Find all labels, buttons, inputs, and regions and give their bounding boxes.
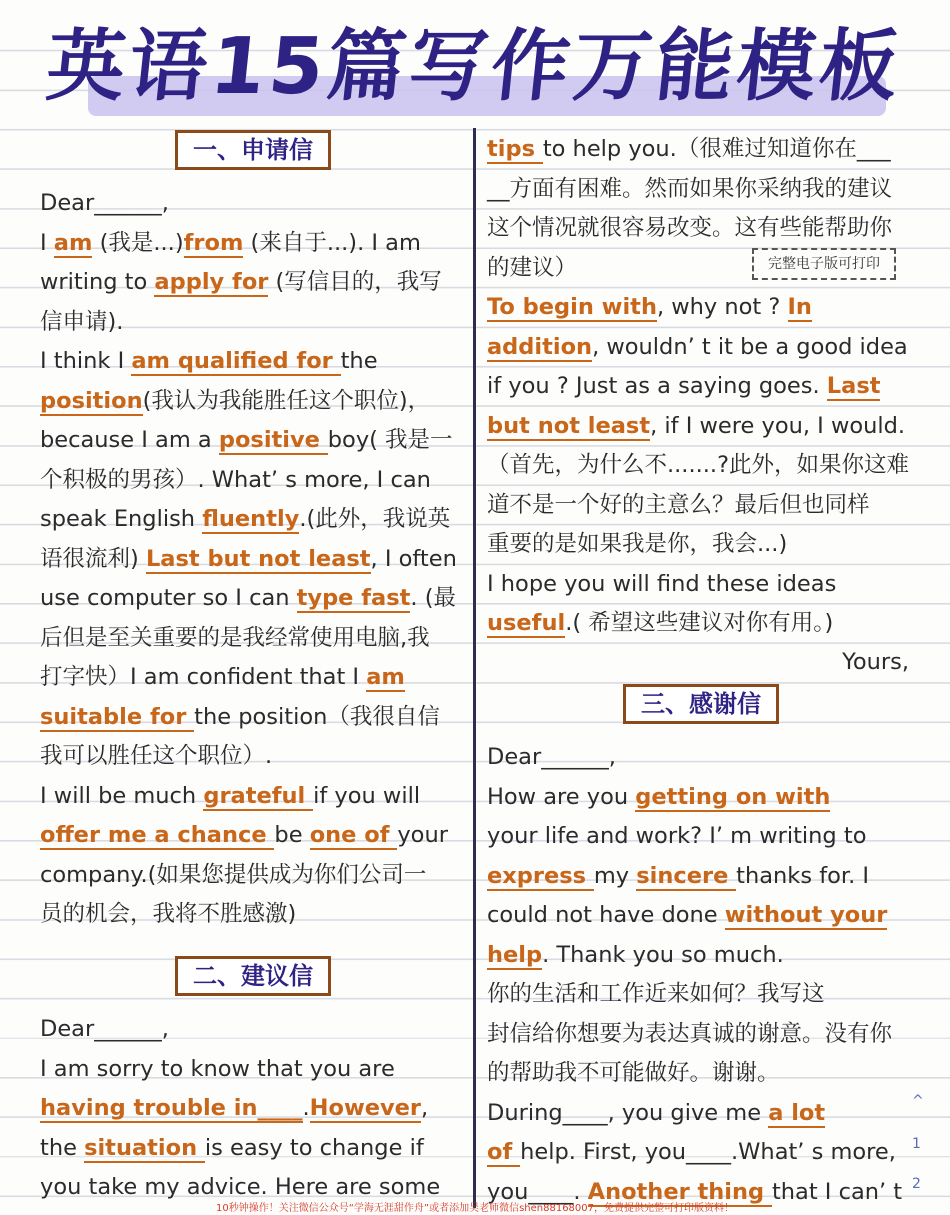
text-segment: How are you — [487, 783, 636, 810]
key-phrase: help — [487, 941, 543, 968]
text-segment: . (最 — [410, 585, 456, 611]
text-segment: 打字快）I am confident that I — [40, 664, 367, 690]
text-segment: Dear______, — [487, 744, 616, 770]
text-line — [487, 896, 887, 936]
text-segment: 的建议） — [487, 254, 578, 281]
text-line — [40, 658, 405, 698]
text-segment: 道不是一个好的主意么？最后但也同样 — [487, 491, 870, 518]
text-line — [40, 579, 456, 619]
key-phrase: useful — [487, 610, 566, 636]
key-phrase: having trouble in____ — [40, 1095, 303, 1121]
text-line — [40, 500, 450, 540]
text-line — [487, 288, 812, 328]
key-phrase: However — [309, 1095, 422, 1121]
text-segment: 你的生活和工作近来如何？我写这 — [487, 981, 825, 1007]
text-line — [487, 525, 787, 565]
key-phrase: offer me a chance — [40, 822, 275, 848]
text-line — [40, 816, 448, 856]
text-segment: writing to — [40, 269, 155, 295]
text-segment: your — [397, 822, 448, 848]
text-line — [40, 1089, 428, 1129]
text-segment: (写信目的，我写 — [268, 269, 442, 295]
column-divider — [473, 128, 476, 1208]
text-segment: 员的机会，我将不胜感激) — [40, 901, 297, 927]
key-phrase: Last — [826, 373, 881, 399]
heading-advice-letter: 二、建议信 — [175, 956, 331, 996]
text-segment: 语很流利) — [40, 545, 146, 572]
footer-notice: 10秒钟操作！关注微信公众号“学海无涯甜作舟”或者添加吴老师微信shen88168007，免费提供完整可打印版资料！ — [215, 1203, 735, 1214]
key-phrase: Last but not least — [145, 545, 371, 572]
text-line — [40, 224, 421, 264]
text-line — [487, 486, 870, 526]
text-line — [40, 461, 431, 501]
key-phrase: type fast — [296, 585, 411, 611]
key-phrase: express — [487, 862, 594, 889]
key-phrase: positive — [218, 427, 328, 453]
text-segment: 我可以胜任这个职位）. — [40, 743, 273, 769]
text-line — [40, 1129, 424, 1169]
text-segment: I think I — [40, 348, 132, 374]
text-line — [40, 184, 169, 224]
text-segment: to help you.（很难过知道你在___ — [542, 136, 891, 162]
scroll-up-icon[interactable]: ^ — [912, 1093, 924, 1109]
text-segment: if you will — [313, 782, 421, 809]
key-phrase: from — [183, 229, 244, 256]
text-segment: , — [421, 1095, 429, 1121]
text-line — [40, 382, 430, 422]
text-segment: be — [274, 822, 310, 848]
text-line — [40, 540, 457, 580]
text-segment: (我是...) — [92, 229, 184, 256]
key-phrase: To begin with — [487, 294, 657, 320]
key-phrase: without your — [724, 902, 888, 928]
text-segment: is easy to change if — [204, 1134, 424, 1161]
text-line — [487, 565, 836, 605]
text-segment: the — [340, 348, 378, 374]
text-line — [487, 446, 909, 486]
text-segment: , if I were you, I would. — [650, 412, 906, 439]
text-segment: Dear______, — [40, 190, 169, 216]
text-line — [487, 170, 892, 210]
text-line — [40, 1010, 169, 1050]
text-segment: 这个情况就很容易改变。这有些能帮助你 — [487, 215, 893, 241]
text-line — [487, 1015, 892, 1055]
text-segment: 封信给你想要为表达真诚的谢意。没有你 — [487, 1020, 893, 1047]
text-segment: , I often — [370, 545, 457, 572]
text-segment: (来自于...). I am — [243, 229, 421, 256]
text-line — [487, 407, 905, 447]
text-segment: .(此外，我说英 — [299, 506, 451, 532]
text-line — [40, 895, 296, 935]
text-segment: use computer so I can — [40, 585, 297, 611]
print-stamp: 完整电子版可打印 — [752, 248, 896, 280]
text-line — [487, 1094, 825, 1134]
key-phrase: am — [53, 229, 93, 256]
text-segment: __方面有困难。然而如果你采纳我的建议 — [487, 175, 893, 202]
key-phrase: of — [487, 1139, 521, 1165]
text-segment: 后但是至关重要的是我经常使用电脑,我 — [40, 624, 430, 651]
text-segment: because I am a — [40, 427, 219, 453]
text-line — [40, 263, 442, 303]
key-phrase: suitable for — [40, 703, 195, 730]
text-line — [40, 1050, 395, 1090]
key-phrase: fluently — [202, 506, 300, 532]
text-line — [487, 975, 825, 1015]
text-line — [487, 249, 577, 289]
heading-thank-you-letter: 三、感谢信 — [623, 684, 779, 724]
text-line — [40, 619, 430, 659]
text-segment: speak English — [40, 506, 203, 532]
text-line — [40, 737, 272, 777]
text-line — [487, 738, 616, 778]
text-segment: the — [40, 1134, 85, 1161]
text-line — [487, 328, 908, 368]
text-line — [40, 856, 426, 896]
text-segment: 信申请). — [40, 308, 124, 335]
page-indicator-1[interactable]: 1 — [912, 1136, 921, 1152]
text-line — [487, 1133, 896, 1173]
text-segment: , wouldn’ t it be a good idea — [592, 333, 908, 360]
text-segment: help. First, you____.What’ s more, — [520, 1139, 896, 1165]
text-line — [487, 778, 830, 818]
text-segment: the position（我很自信 — [194, 703, 440, 730]
text-segment: I will be much — [40, 782, 204, 809]
text-segment: (我认为我能胜任这个职位)， — [142, 387, 431, 414]
text-line — [40, 303, 123, 343]
key-phrase: getting on with — [635, 783, 831, 810]
heading-application-letter: 一、申请信 — [175, 130, 331, 170]
text-segment: 重要的是如果我是你，我会...) — [487, 531, 788, 557]
text-segment: . Thank you so much. — [542, 941, 784, 968]
text-segment: you____. — [487, 1178, 588, 1205]
text-line — [487, 209, 892, 249]
key-phrase: In — [787, 294, 812, 320]
key-phrase: tips — [487, 136, 543, 162]
key-phrase: apply for — [154, 269, 269, 295]
page-indicator-2[interactable]: 2 — [912, 1176, 921, 1192]
text-line — [40, 777, 420, 817]
text-line — [40, 421, 453, 461]
text-line — [40, 342, 378, 382]
page-title: 英语15篇写作万能模板 — [42, 22, 907, 112]
text-line — [487, 857, 869, 897]
text-segment: company.(如果您提供成为你们公司一 — [40, 861, 427, 888]
key-phrase: a lot — [768, 1099, 826, 1126]
text-line — [487, 817, 866, 857]
key-phrase: grateful — [203, 782, 314, 809]
text-segment: I hope you will find these ideas — [487, 570, 837, 597]
text-segment: I am sorry to know that you are — [40, 1055, 395, 1082]
text-line — [40, 698, 440, 738]
text-line — [487, 936, 784, 976]
text-segment: . — [302, 1095, 310, 1121]
text-segment: .( 希望这些建议对你有用。) — [565, 610, 834, 636]
text-segment: Dear______, — [40, 1016, 169, 1042]
key-phrase: sincere — [636, 862, 737, 889]
text-segment: boy( 我是一 — [327, 427, 453, 453]
key-phrase: position — [40, 387, 143, 414]
text-segment: 个积极的男孩）. What’ s more, I can — [40, 466, 431, 493]
text-segment: 的帮助我不可能做好。谢谢。 — [487, 1060, 780, 1086]
text-segment: if you ? Just as a saying goes. — [487, 373, 827, 399]
text-line — [487, 1054, 780, 1094]
text-line — [487, 367, 880, 407]
text-segment: , why not ? — [656, 294, 788, 320]
text-segment: thanks for. I — [736, 862, 870, 889]
key-phrase: am — [366, 664, 405, 690]
text-segment: your life and work? I’ m writing to — [487, 823, 867, 849]
text-line — [487, 130, 891, 170]
key-phrase: one of — [309, 822, 398, 848]
key-phrase: but not least — [487, 412, 651, 439]
text-segment: （首先，为什么不.......?此外，如果你这难 — [487, 452, 910, 478]
key-phrase: addition — [487, 333, 593, 360]
key-phrase: situation — [84, 1134, 205, 1161]
text-segment: I — [40, 229, 54, 256]
key-phrase: Another thing — [587, 1178, 772, 1205]
text-segment: could not have done — [487, 902, 725, 928]
text-line — [487, 604, 833, 644]
text-segment: During____, you give me — [487, 1099, 769, 1126]
text-segment: you take my advice. Here are some — [40, 1174, 441, 1200]
key-phrase: am qualified for — [131, 348, 341, 374]
text-segment: my — [593, 862, 637, 889]
text-segment: that I can’ t — [771, 1178, 903, 1205]
